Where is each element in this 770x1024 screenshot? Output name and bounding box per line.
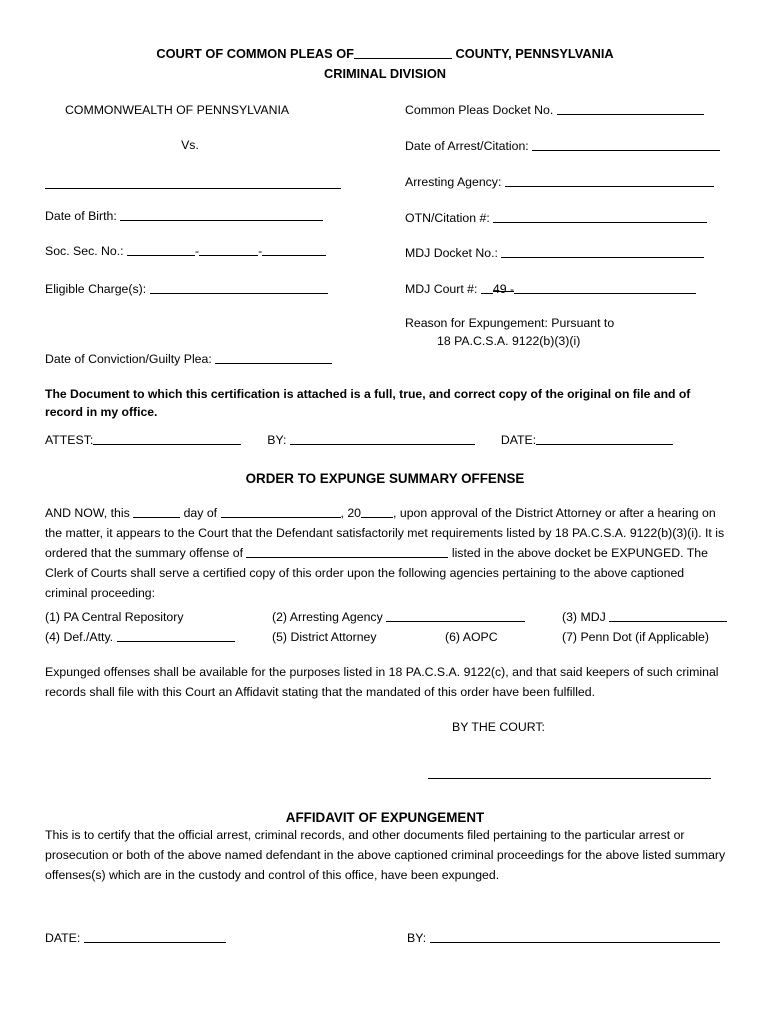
mdj-docket-field [405,245,704,263]
arresting-agency-blank[interactable] [505,176,714,187]
conviction-date-blank[interactable] [215,353,332,364]
county-blank[interactable] [354,47,452,59]
attest-by-blank[interactable] [290,434,475,445]
expunged-availability-paragraph: Expunged offenses shall be available for the purposes listed in 18 PA.C.S.A. 9122(c), and that said keepers of such criminal records shall file with this Court an Affidavit stating that the mandated of this order have been fulfilled. [45,665,719,699]
agency-list-row [45,628,730,648]
date-of-birth-blank[interactable] [120,210,323,221]
court-header-line [0,45,770,64]
mdj-court-label: MDJ Court #: [405,282,478,296]
ssn-blank-part1[interactable] [127,245,195,256]
affidavit-date-field [45,930,226,948]
eligible-charges-blank[interactable] [150,283,328,294]
ssn-field [45,243,326,261]
ssn-blank-part2[interactable] [199,245,258,256]
agency-item-2-label: (2) Arresting Agency [272,610,383,624]
affidavit-date-blank[interactable] [84,932,226,943]
agency-item-7: (7) Penn Dot (if Applicable) [562,630,709,644]
order-year-blank[interactable] [361,507,393,518]
order-text-part-3: , 20 [340,506,362,520]
conviction-date-field [45,351,332,369]
affidavit-by-field [407,930,720,948]
ssn-blank-part3[interactable] [262,245,326,256]
affidavit-body-paragraph: This is to certify that the official arrest, criminal records, and other documents filed pertaining to the particular arrest or prosecution or both of the above named defendant in the above captioned criminal proceedings for the above listed summary offenses(s) which are in the custody and control of this office, have been expunged. [45,828,726,882]
affidavit-date-label: DATE: [45,931,81,945]
mdj-court-blank-lead[interactable] [481,283,493,294]
mdj-docket-blank[interactable] [501,247,704,258]
common-pleas-docket-blank[interactable] [557,104,704,115]
court-header-prefix: COURT OF COMMON PLEAS OF [156,46,354,61]
order-heading: ORDER TO EXPUNGE SUMMARY OFFENSE [245,471,525,486]
commonwealth-label: COMMONWEALTH OF PENNSYLVANIA [65,103,290,117]
attest-date-label: DATE: [500,433,537,447]
service-agency-list [45,608,730,648]
agency-item-1: (1) PA Central Repository [45,610,184,624]
defendant-name-blank[interactable] [45,188,341,189]
date-of-birth-label: Date of Birth: [45,209,117,223]
attest-by-label: BY: [267,433,287,447]
ssn-dash-1: - [195,244,200,258]
eligible-charges-label: Eligible Charge(s): [45,282,147,296]
agency-item-3-blank[interactable] [609,611,727,622]
mdj-court-field [405,281,696,299]
date-of-birth-field [45,208,323,226]
arresting-agency-label: Arresting Agency: [405,175,502,189]
mdj-court-value[interactable]: 49 - [492,282,515,296]
expungement-reason [405,315,614,351]
attest-date-blank[interactable] [536,434,673,445]
arrest-date-label: Date of Arrest/Citation: [405,139,529,153]
judge-signature-blank[interactable] [428,778,711,779]
common-pleas-docket-field [405,102,704,120]
order-day-blank[interactable] [133,507,180,518]
arrest-date-field [405,138,720,156]
affidavit-by-label: BY: [407,931,427,945]
arrest-date-blank[interactable] [532,140,720,151]
attest-signature-row [45,432,730,450]
certification-statement: The Document to which this certification is attached is a full, true, and correct copy of the original on file and of record in my office. [45,387,691,420]
agency-item-2 [272,608,525,627]
agency-item-3 [562,608,727,627]
mdj-court-blank-tail[interactable] [514,283,696,294]
order-text-part-5: listed in the above docket be EXPUNGED. The Clerk of Courts shall serve a certified copy of this order upon the following agencies pertaining to the above captioned criminal proceeding: [45,545,708,600]
agency-item-3-label: (3) MDJ [562,610,606,624]
mdj-docket-label: MDJ Docket No.: [405,246,498,260]
agency-item-5: (5) District Attorney [272,630,377,644]
court-header-suffix: COUNTY, PENNSYLVANIA [455,46,614,61]
by-the-court-label: BY THE COURT: [452,720,545,734]
affidavit-heading: AFFIDAVIT OF EXPUNGEMENT [285,810,485,825]
versus-label: Vs. [181,138,199,152]
eligible-charges-field [45,281,328,299]
ssn-dash-2: - [258,244,263,258]
common-pleas-docket-label: Common Pleas Docket No. [405,103,554,117]
order-text-part-2: day of [183,506,218,520]
agency-item-6: (6) AOPC [445,630,498,644]
agency-item-4-label: (4) Def./Atty. [45,630,114,644]
affidavit-by-blank[interactable] [430,932,720,943]
attest-label: ATTEST: [45,433,94,447]
division-heading: CRIMINAL DIVISION [323,66,447,81]
expungement-reason-label: Reason for Expungement: Pursuant to [405,316,615,330]
otn-citation-field [405,210,707,228]
expungement-statute-citation: 18 PA.C.S.A. 9122(b)(3)(i) [437,333,581,348]
conviction-date-label: Date of Conviction/Guilty Plea: [45,352,212,366]
otn-citation-label: OTN/Citation #: [405,211,490,225]
order-text-part-4: , upon approval of the District Attorney or after a hearing on the matter, it appears to the Court that the Defendant satisfactorily met requirements listed by 18 PA.C.S.A. 9122(b)(3)(i). It is ordered that the summary offense of [45,506,725,560]
order-offense-blank[interactable] [246,546,448,557]
otn-citation-blank[interactable] [493,212,707,223]
ssn-label: Soc. Sec. No.: [45,244,124,258]
order-body-paragraph [45,504,728,604]
order-month-blank[interactable] [221,507,341,518]
agency-item-2-blank[interactable] [386,611,525,622]
agency-item-4 [45,628,235,647]
arresting-agency-field [405,174,714,192]
agency-list-row [45,608,730,628]
order-text-part-1: AND NOW, this [45,506,130,520]
agency-item-4-blank[interactable] [117,631,235,642]
attest-blank[interactable] [93,434,241,445]
